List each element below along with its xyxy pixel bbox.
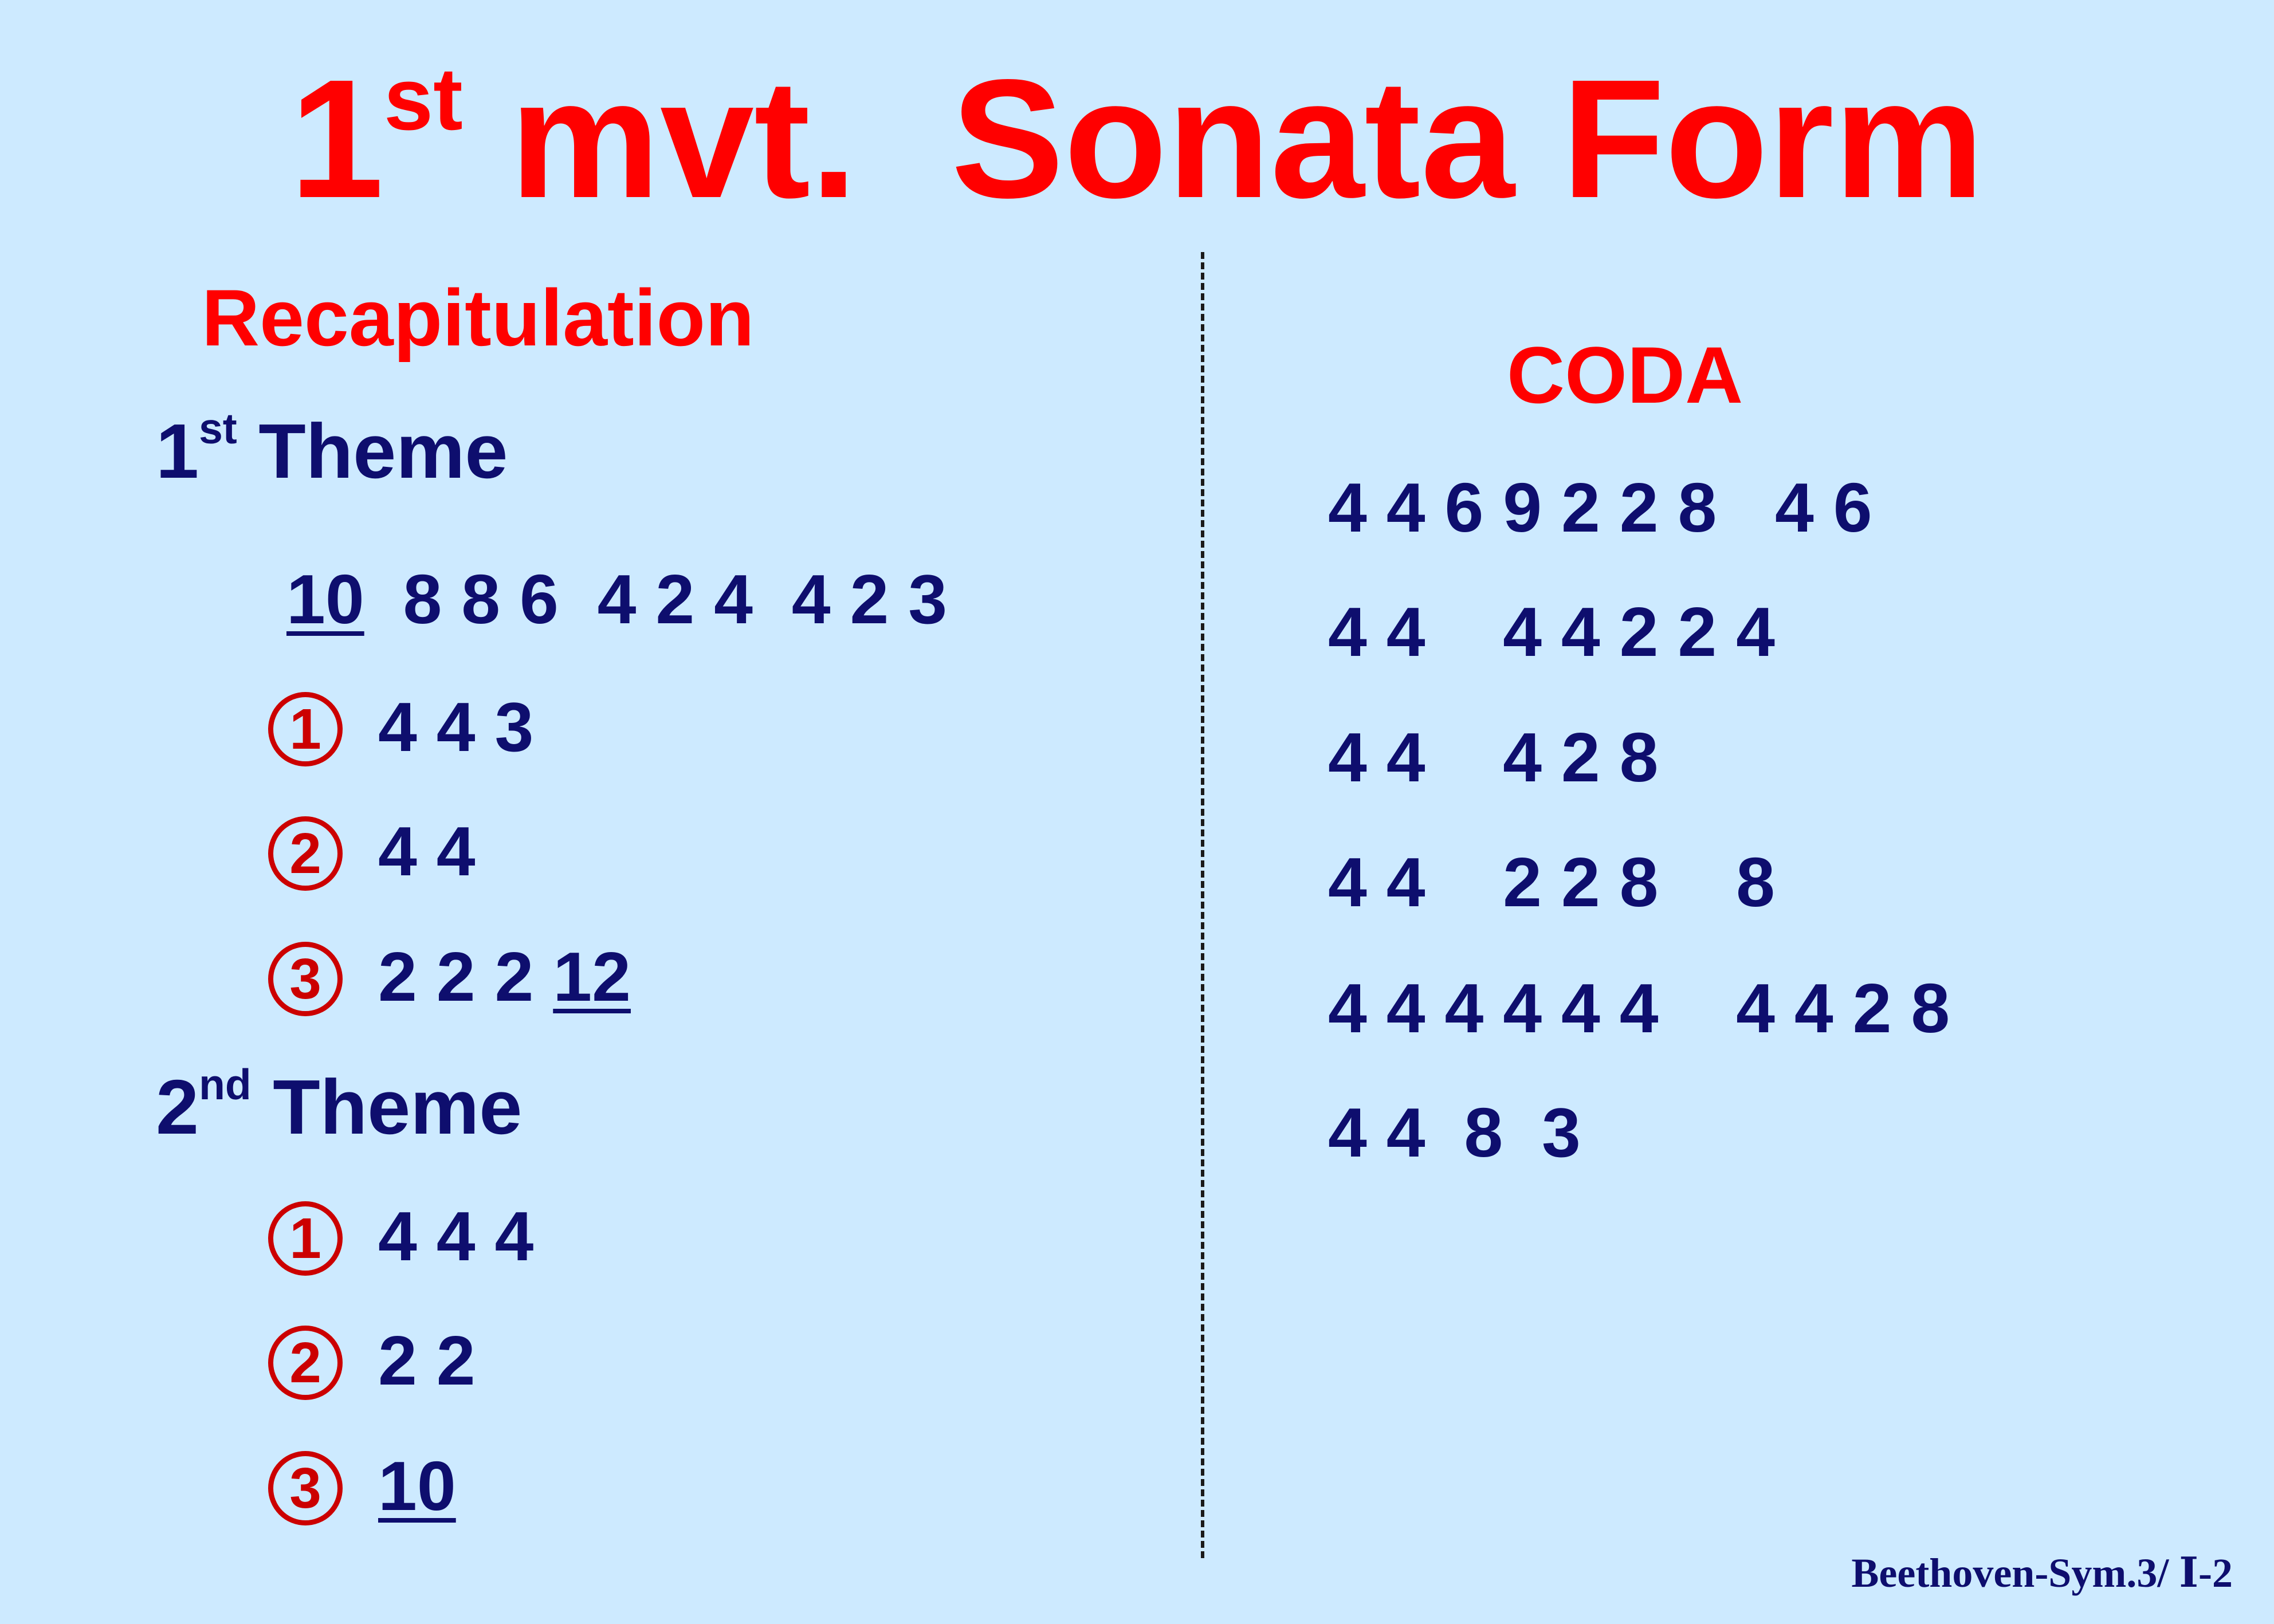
title-text: mvt. Sonata Form (462, 44, 1985, 233)
circled-number-marker: 1 (268, 1201, 343, 1276)
intro-underlined-value: 10 (286, 560, 364, 638)
coda-row: 4 4 4 4 4 4 4 4 2 8 (1328, 969, 1950, 1047)
page-title (0, 44, 2274, 233)
circled-number-marker: 2 (268, 816, 343, 891)
coda-row: 4 4 2 2 8 8 (1328, 843, 1775, 921)
second-theme-item-1 (378, 1197, 534, 1275)
first-theme-heading (156, 404, 508, 494)
item-values: 4 4 4 (378, 1197, 534, 1275)
circled-number-marker: 1 (268, 692, 343, 766)
coda-heading: CODA (1507, 330, 1743, 420)
item-values: 4 4 (378, 812, 476, 890)
circled-number-marker: 3 (268, 1451, 343, 1525)
coda-row: 4 4 8 3 (1328, 1094, 1581, 1171)
item-values: 2 2 2 (378, 938, 553, 1016)
footer-label: Beethoven-Sym.3/ Ⅰ-2 (1851, 1550, 2233, 1596)
coda-row: 4 4 6 9 2 2 8 4 6 (1328, 469, 1872, 546)
recapitulation-heading: Recapitulation (202, 273, 755, 363)
first-theme-label: Theme (237, 408, 508, 494)
first-theme-ordinal: st (199, 404, 237, 453)
intro-values: 8 8 6 4 2 4 4 2 3 (364, 560, 948, 638)
second-theme-item-3 (378, 1447, 456, 1525)
item-underlined-value: 10 (378, 1447, 456, 1525)
first-theme-item-2 (378, 812, 476, 890)
item-underlined-value: 12 (553, 938, 631, 1016)
circled-number-marker: 2 (268, 1326, 343, 1400)
circled-number-marker: 3 (268, 942, 343, 1016)
first-theme-item-1 (378, 688, 534, 766)
title-number: 1 (289, 44, 384, 233)
first-theme-item-3 (378, 938, 631, 1016)
coda-row: 4 4 4 4 2 2 4 (1328, 593, 1776, 671)
second-theme-item-2 (378, 1322, 476, 1399)
first-theme-intro (286, 560, 948, 638)
second-theme-heading (156, 1060, 523, 1150)
title-ordinal: st (383, 49, 463, 148)
second-theme-number: 2 (156, 1064, 199, 1150)
second-theme-label: Theme (251, 1064, 523, 1150)
second-theme-ordinal: nd (199, 1060, 252, 1108)
item-values: 4 4 3 (378, 688, 534, 766)
first-theme-number: 1 (156, 408, 199, 494)
coda-row: 4 4 4 2 8 (1328, 718, 1659, 796)
item-values: 2 2 (378, 1322, 476, 1399)
column-divider (1201, 252, 1204, 1558)
